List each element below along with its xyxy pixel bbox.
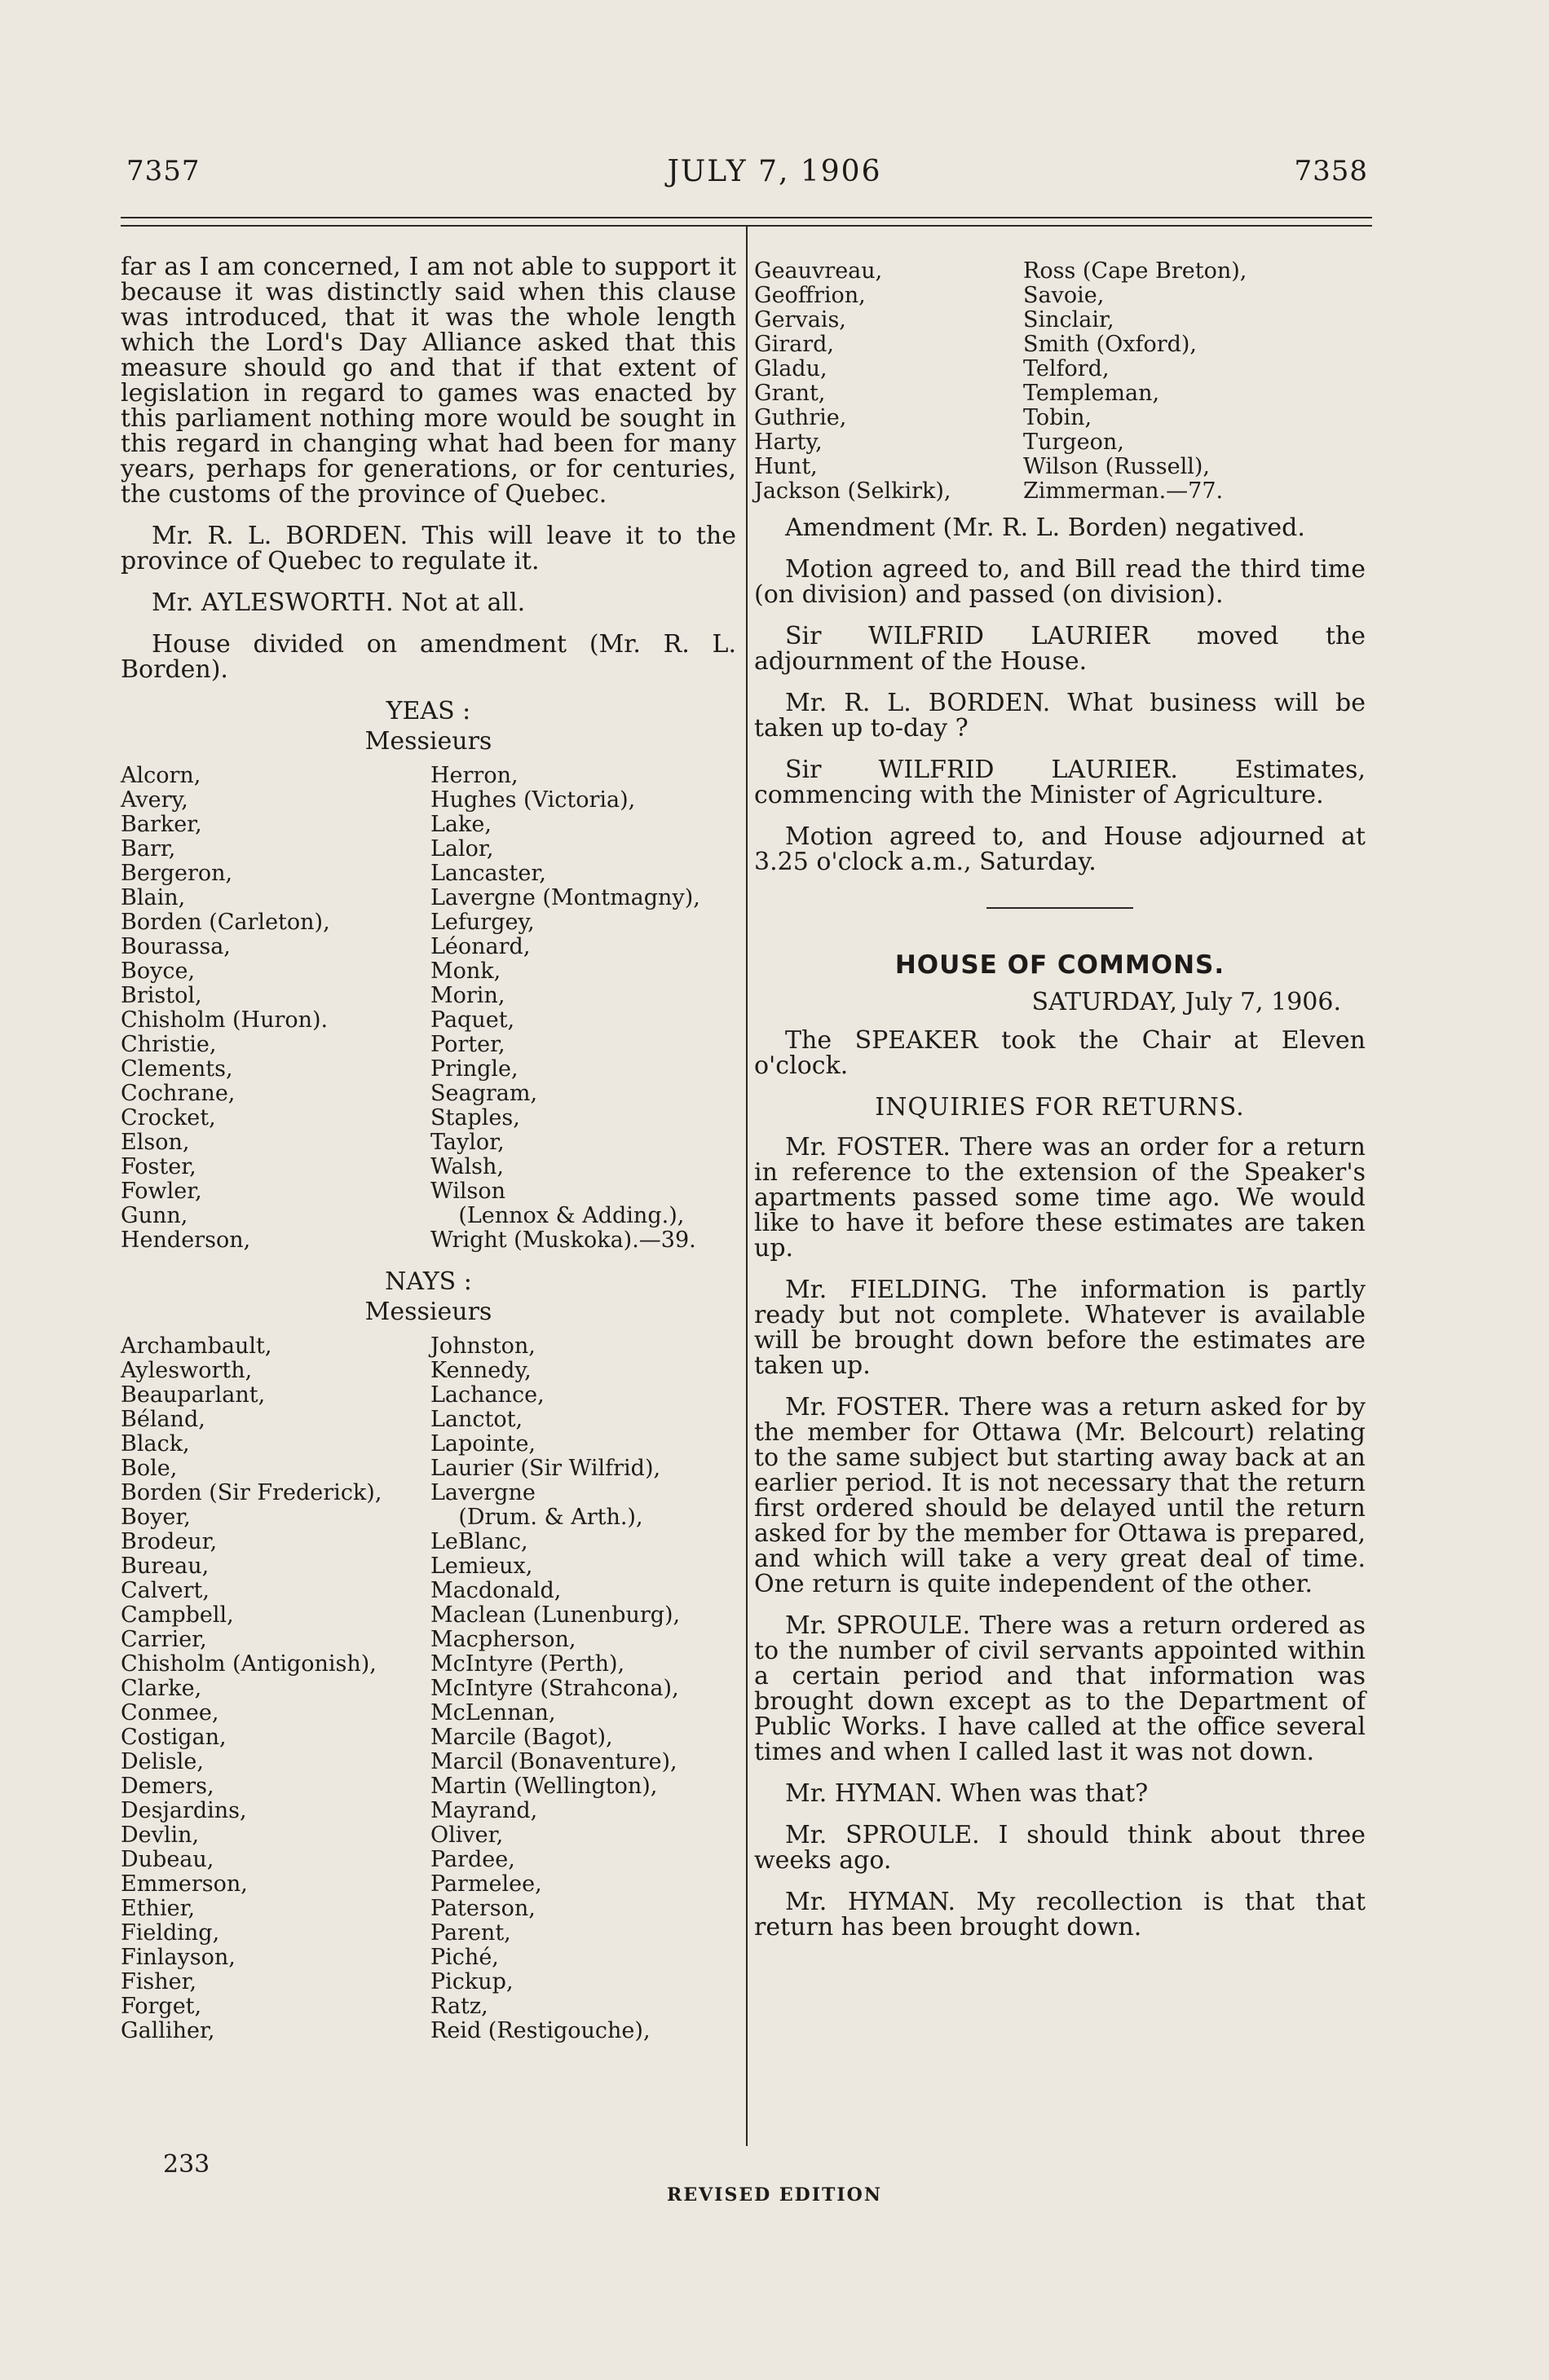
paragraph: Mr. SPROULE. There was a return ordered as to the number of civil servants appointed within a certain period and that information was brought down except as to the Department of Public Works. I have called at the office several times and when I called last it was not down. [754,1611,1366,1766]
member-name: Geoffrion, [754,283,866,308]
member-name: Lalor, [430,836,494,862]
member-name: Brodeur, [121,1529,218,1554]
member-name: Tobin, [1023,405,1092,430]
member-name: Kennedy, [430,1358,532,1383]
member-name: Elson, [121,1130,190,1155]
member-name: Béland, [121,1407,205,1432]
member-name: Zimmerman.—77. [1023,478,1224,504]
member-name: Bristol, [121,983,202,1008]
member-name: Gunn, [121,1203,188,1228]
member-name: Black, [121,1431,190,1457]
paragraph: Mr. FOSTER. There was a return asked for by the member for Ottawa (Mr. Belcourt) relating to the same subject but starting away back at an earlier period. It is not necessary that the return first ordered should be delayed until the return asked for by the member for Ottawa is prepared, and which will take a very great deal of time. One return is quite independent of the other. [754,1393,1366,1598]
member-name: McIntyre (Strahcona), [430,1676,679,1701]
member-name: Blain, [121,885,186,910]
member-name: Desjardins, [121,1798,247,1823]
member-name: Delisle, [121,1749,204,1774]
member-name: Laurier (Sir Wilfrid), [430,1456,661,1481]
member-name: Lapointe, [430,1431,536,1457]
section-heading: INQUIRIES FOR RETURNS. [875,1093,1245,1122]
member-name: Reid (Restigouche), [430,2018,651,2043]
paragraph: Mr. R. L. BORDEN. What business will be taken up to-day ? [754,689,1366,743]
member-name: Gladu, [754,356,827,381]
member-name: Turgeon, [1023,430,1124,455]
member-name: Herron, [430,763,519,788]
member-name: Fielding, [121,1920,220,1946]
right-page-number: 7358 [1294,155,1368,187]
section-divider [986,907,1133,909]
member-name: Lemieux, [430,1554,533,1579]
paragraph: Mr. AYLESWORTH. Not at all. [152,588,526,617]
member-name: Oliver, [430,1822,504,1848]
member-name: Boyce, [121,959,196,984]
member-name: LeBlanc, [430,1529,528,1554]
page-date: JULY 7, 1906 [667,155,882,188]
member-name: Pickup, [430,1969,514,1994]
paragraph: Mr. HYMAN. My recollection is that that return has been brought down. [754,1888,1366,1941]
sheet-number: 233 [163,2150,210,2179]
paragraph: Mr. FOSTER. There was an order for a return in reference to the extension of the Speaker's apartments passed some time ago. We would like to have it before these estimates are taken up. [754,1133,1366,1263]
member-name: Paquet, [430,1007,515,1033]
paragraph: Mr. HYMAN. When was that? [785,1779,1149,1808]
paragraph: Mr. SPROULE. I should think about three weeks ago. [754,1821,1366,1875]
member-name: Bergeron, [121,861,233,886]
member-name: Hunt, [754,454,818,479]
member-name: Galliher, [121,2018,215,2043]
paragraph: Motion agreed to, and House adjourned at 3.25 o'clock a.m., Saturday. [754,822,1366,876]
paragraph: Mr. FIELDING. The information is partly ready but not complete. Whatever is available will be brought down before the estimates are taken up. [754,1276,1366,1380]
member-name: Boyer, [121,1505,191,1530]
member-name: Demers, [121,1774,214,1799]
member-name: Borden (Carleton), [121,910,330,935]
nays-cont-col1 [754,259,1023,504]
member-name: Telford, [1023,356,1110,381]
member-name: Aylesworth, [121,1358,253,1383]
member-name: Wilson (Russell), [1023,454,1210,479]
member-name: Geauvreau, [754,258,883,284]
member-name: Marcile (Bagot), [430,1725,613,1750]
member-name: McIntyre (Perth), [430,1651,625,1677]
member-name: Pringle, [430,1056,519,1082]
nays-list [121,1334,736,2043]
member-name: Henderson, [121,1227,251,1253]
yeas-label: YEAS : [386,697,471,725]
sitting-date: SATURDAY, July 7, 1906. [1031,988,1341,1016]
member-name: Barker, [121,812,202,837]
member-name: Calvert, [121,1578,210,1603]
header-rule-top [121,217,1372,218]
member-name: Alcorn, [121,763,201,788]
member-name: Morin, [430,983,505,1008]
member-name: Barr, [121,836,176,862]
nays-list-continued [754,259,1366,504]
yeas-list [121,764,736,1253]
member-name: (Lennox & Adding.), [430,1203,685,1228]
yeas-sub-label: Messieurs [364,727,492,756]
member-name: Ratz, [430,1994,488,2019]
member-name: Macpherson, [430,1627,576,1652]
member-name: Ross (Cape Breton), [1023,258,1247,284]
member-name: Fisher, [121,1969,197,1994]
member-name: Conmee, [121,1700,219,1726]
member-name: Bureau, [121,1554,210,1579]
member-name: Devlin, [121,1822,200,1848]
member-name: Guthrie, [754,405,847,430]
member-name: Chisholm (Antigonish), [121,1651,377,1677]
paragraph: Motion agreed to, and Bill read the third time (on division) and passed (on division). [754,555,1366,609]
member-name: Campbell, [121,1602,234,1628]
member-name: Avery, [121,787,188,813]
speaker-line: The SPEAKER took the Chair at Eleven o'clock. [754,1026,1366,1080]
edition-label: REVISED EDITION [667,2184,882,2206]
member-name: Lanctot, [430,1407,523,1432]
member-name: Savoie, [1023,283,1105,308]
member-name: Wilson [430,1179,506,1204]
member-name: Wright (Muskoka).—39. [430,1227,696,1253]
member-name: Jackson (Selkirk), [754,478,951,504]
yeas-col1 [121,764,430,1253]
member-name: Borden (Sir Frederick), [121,1480,382,1505]
paragraph: Mr. R. L. BORDEN. This will leave it to the province of Quebec to regulate it. [121,522,736,575]
member-name: Archambault, [121,1333,272,1359]
member-name: Ethier, [121,1896,196,1921]
member-name: Lancaster, [430,861,546,886]
member-name: Paterson, [430,1896,536,1921]
nays-col2 [430,1334,736,2043]
paragraph: Sir WILFRID LAURIER. Estimates, commencing with the Minister of Agriculture. [754,756,1366,809]
member-name: Monk, [430,959,501,984]
member-name: Emmerson, [121,1871,248,1897]
member-name: Harty, [754,430,823,455]
member-name: Seagram, [430,1081,538,1106]
member-name: Parmelee, [430,1871,542,1897]
member-name: Clarke, [121,1676,202,1701]
member-name: Bourassa, [121,934,231,959]
member-name: Macdonald, [430,1578,562,1603]
member-name: Martin (Wellington), [430,1774,658,1799]
member-name: Grant, [754,381,826,406]
member-name: Gervais, [754,307,846,333]
member-name: Léonard, [430,934,531,959]
member-name: Johnston, [430,1333,536,1359]
yeas-col2 [430,764,736,1253]
member-name: Maclean (Lunenburg), [430,1602,681,1628]
column-divider [746,227,748,2146]
paragraph: House divided on amendment (Mr. R. L. Borden). [121,630,736,684]
member-name: Girard, [754,332,834,357]
right-column [754,259,1366,1956]
member-name: Piché, [430,1945,499,1970]
member-name: Bole, [121,1456,178,1481]
member-name: Finlayson, [121,1945,236,1970]
nays-col1 [121,1334,430,2043]
member-name: Costigan, [121,1725,227,1750]
nays-label: NAYS : [385,1267,472,1296]
member-name: (Drum. & Arth.), [430,1505,643,1530]
paragraph: Amendment (Mr. R. L. Borden) negatived. [785,513,1305,542]
member-name: Parent, [430,1920,511,1946]
member-name: Lefurgey, [430,910,535,935]
member-name: Foster, [121,1154,196,1179]
member-name: Christie, [121,1032,217,1057]
member-name: Carrier, [121,1627,207,1652]
member-name: Lavergne (Montmagny), [430,885,700,910]
member-name: Staples, [430,1105,520,1130]
member-name: Cochrane, [121,1081,236,1106]
member-name: Lake, [430,812,492,837]
member-name: Templeman, [1023,381,1160,406]
member-name: McLennan, [430,1700,556,1726]
paragraph: Sir WILFRID LAURIER moved the adjournment of the House. [754,622,1366,676]
member-name: Lavergne [430,1480,536,1505]
member-name: Smith (Oxford), [1023,332,1198,357]
member-name: Walsh, [430,1154,504,1179]
member-name: Taylor, [430,1130,505,1155]
member-name: Dubeau, [121,1847,214,1872]
member-name: Beauparlant, [121,1382,266,1408]
member-name: Lachance, [430,1382,545,1408]
house-title: HOUSE OF COMMONS. [894,950,1225,980]
left-column [121,254,736,2060]
member-name: Forget, [121,1994,202,2019]
member-name: Porter, [430,1032,505,1057]
paragraph: far as I am concerned, I am not able to support it because it was distinctly said when this clause was introduced, that it was the whole length which the Lord's Day Alliance asked that this measure should go and that if that extent of legislation in regard to games was enacted by this parliament nothing more would be sought in this regard in changing what had been for many years, perhaps for generations, or for centuries, the customs of the province of Quebec. [121,253,736,509]
left-page-number: 7357 [126,155,201,187]
member-name: Chisholm (Huron). [121,1007,329,1033]
member-name: Pardee, [430,1847,515,1872]
member-name: Fowler, [121,1179,202,1204]
nays-sub-label: Messieurs [364,1298,492,1326]
member-name: Mayrand, [430,1798,538,1823]
member-name: Sinclair, [1023,307,1114,333]
nays-cont-col2 [1023,259,1366,504]
member-name: Marcil (Bonaventure), [430,1749,677,1774]
member-name: Clements, [121,1056,233,1082]
member-name: Crocket, [121,1105,216,1130]
member-name: Hughes (Victoria), [430,787,636,813]
